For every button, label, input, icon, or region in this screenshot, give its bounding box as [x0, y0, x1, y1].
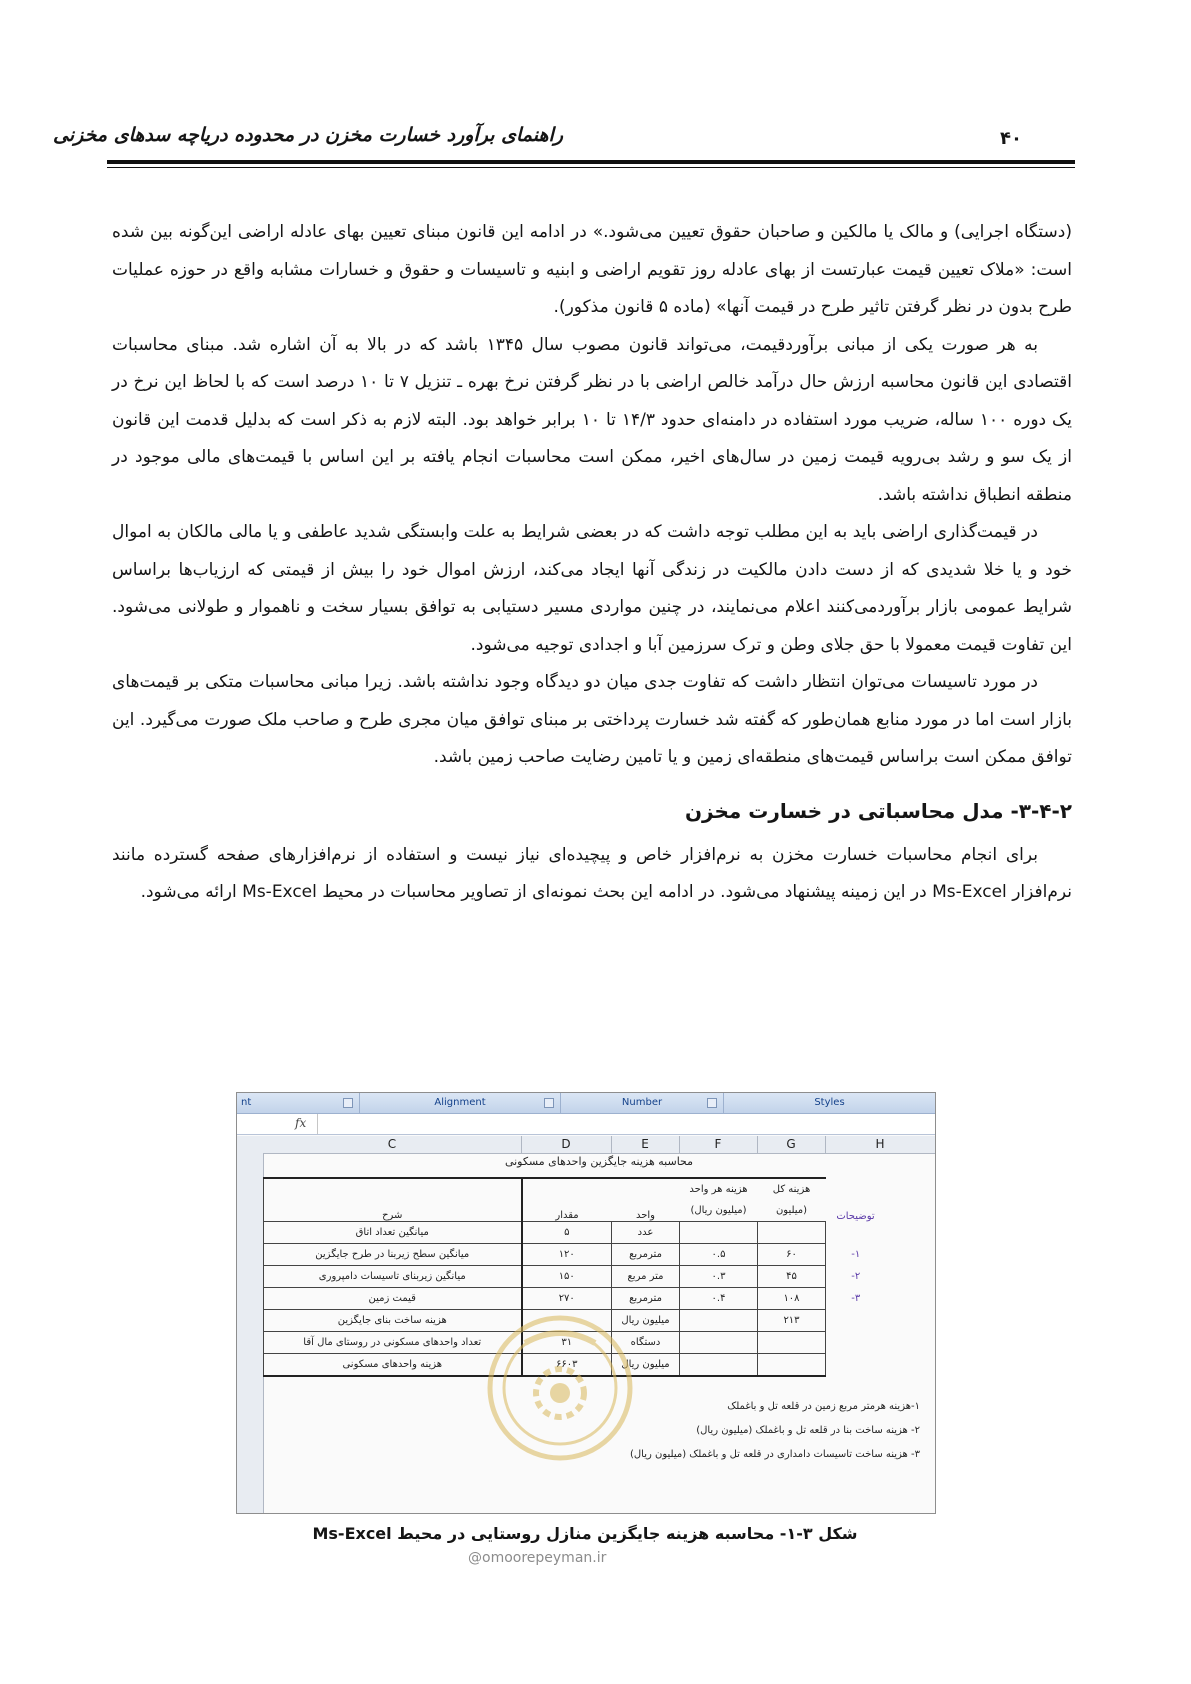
- table-row: [264, 1222, 886, 1244]
- row-unit[interactable]: عدد: [612, 1222, 680, 1244]
- ribbon-group-alignment-label: Alignment: [434, 1097, 486, 1108]
- dialog-launcher-icon[interactable]: [707, 1098, 717, 1108]
- column-header-f[interactable]: F: [679, 1136, 758, 1153]
- row-note[interactable]: [826, 1354, 886, 1377]
- header-unit[interactable]: واحد: [612, 1178, 680, 1222]
- row-note[interactable]: ۱-: [851, 1249, 861, 1260]
- row-unit[interactable]: میلیون ریال: [612, 1310, 680, 1332]
- body-text: [112, 214, 1072, 912]
- formula-bar-separator: [317, 1114, 318, 1134]
- column-header-c[interactable]: C: [263, 1136, 522, 1153]
- row-unit-cost[interactable]: [680, 1310, 758, 1332]
- header-unit-cost-line1[interactable]: هزینه هر واحد: [680, 1178, 758, 1200]
- row-note[interactable]: [826, 1310, 886, 1332]
- ribbon-group-styles[interactable]: [724, 1093, 935, 1113]
- row-unit-cost[interactable]: [680, 1332, 758, 1354]
- ribbon-group-font-label: nt: [241, 1097, 252, 1108]
- fx-icon[interactable]: fx: [295, 1116, 307, 1130]
- footnote-3[interactable]: ۳- هزینه ساخت تاسیسات دامداری در قلعه تل و باغملک (میلیون ریال): [630, 1449, 920, 1460]
- row-total-cost[interactable]: [758, 1332, 826, 1354]
- column-header-g[interactable]: G: [757, 1136, 826, 1153]
- row-total-cost[interactable]: ۶۰: [758, 1244, 826, 1266]
- footnote-1[interactable]: ۱-هزینه هرمتر مربع زمین در قلعه تل و باغملک: [727, 1401, 920, 1412]
- row-unit-cost[interactable]: [680, 1354, 758, 1377]
- row-amount[interactable]: ۶۶۰۳: [522, 1354, 612, 1377]
- sheet-table-title: محاسبه هزینه جایگزین واحدهای مسکونی: [504, 1155, 694, 1168]
- row-unit-cost[interactable]: ۰.۳: [680, 1266, 758, 1288]
- header-description[interactable]: شرح: [264, 1178, 522, 1222]
- row-unit[interactable]: متر مربع: [612, 1266, 680, 1288]
- ribbon-group-styles-label: Styles: [814, 1097, 845, 1108]
- paragraph-3: در قیمت‌گذاری اراضی باید به این مطلب توجه داشت که در بعضی شرایط به علت وابستگی شدید عاطفی و یا مالی مالکان به اموال خود و یا خلا شدیدی که از دست دادن مالکیت در زندگی آنها ایجاد می‌کند، ارزش اموال خود را بیش از قیمتی که ارزیاب‌ها براساس شرایط عمومی بازار برآوردمی‌کنند اعلام می‌نمایند، در چنین مواردی مسیر دستیابی به توافق بسیار سخت و ناهموار و طولانی می‌شود. این تفاوت قیمت معمولا با حق جلای وطن و ترک سرزمین آبا و اجدادی توجیه می‌شود.: [112, 522, 1072, 655]
- header-total-cost-line1[interactable]: هزینه کل: [758, 1178, 826, 1200]
- row-unit[interactable]: مترمربع: [612, 1288, 680, 1310]
- column-header-d[interactable]: D: [521, 1136, 612, 1153]
- row-note[interactable]: ۳-: [851, 1293, 861, 1304]
- formula-bar[interactable]: [237, 1114, 935, 1135]
- figure-caption: شکل ۳-۱- محاسبه هزینه جایگزین منازل روستایی در محیط Ms-Excel: [312, 1524, 858, 1543]
- section-paragraph: برای انجام محاسبات خسارت مخزن به نرم‌افزار خاص و پیچیده‌ای نیاز نیست و استفاده از نرم‌افزارهای صفحه گسترده مانند نرم‌افزار Ms-Excel در این زمینه پیشنهاد می‌شود. در ادامه این بحث نمونه‌ای از تصاویر محاسبات در محیط Ms-Excel ارائه می‌شود.: [112, 844, 1072, 902]
- ribbon-group-alignment[interactable]: [360, 1093, 561, 1113]
- table-row: [264, 1244, 886, 1266]
- row-description[interactable]: میانگین سطح زیربنا در طرح جایگزین: [264, 1244, 522, 1266]
- header-notes[interactable]: توضیحات: [836, 1210, 875, 1222]
- excel-ribbon: [237, 1093, 935, 1114]
- row-description[interactable]: هزینه ساخت بنای جایگزین: [264, 1310, 522, 1332]
- table-row: [264, 1288, 886, 1310]
- row-unit[interactable]: دستگاه: [612, 1332, 680, 1354]
- table-header-row: [264, 1178, 886, 1200]
- row-description[interactable]: میانگین زیربنای تاسیسات دامپروری: [264, 1266, 522, 1288]
- header-rule-thick: [107, 160, 1075, 164]
- row-total-cost[interactable]: [758, 1354, 826, 1377]
- row-note[interactable]: ۲-: [851, 1271, 861, 1282]
- row-description[interactable]: میانگین تعداد اتاق: [264, 1222, 522, 1244]
- paragraph-4: در مورد تاسیسات می‌توان انتظار داشت که تفاوت جدی میان دو دیدگاه وجود نداشته باشد. زیرا مبانی محاسبات متکی بر قیمت‌های بازار است اما در مورد منابع همان‌طور که گفته شد خسارت پرداختی بر مبنای توافق میان مجری طرح و صاحب ملک صورت می‌گیرد. این توافق ممکن است براساس قیمت‌های منطقه‌ای زمین و یا تامین رضایت صاحب زمین باشد.: [112, 672, 1072, 767]
- column-header-e[interactable]: E: [611, 1136, 680, 1153]
- row-description[interactable]: هزینه واحدهای مسکونی: [264, 1354, 522, 1377]
- row-unit-cost[interactable]: ۰.۴: [680, 1288, 758, 1310]
- row-total-cost[interactable]: ۴۵: [758, 1266, 826, 1288]
- row-total-cost[interactable]: ۱۰۸: [758, 1288, 826, 1310]
- dialog-launcher-icon[interactable]: [544, 1098, 554, 1108]
- ribbon-group-number-label: Number: [621, 1097, 663, 1108]
- row-amount[interactable]: ۳۱: [522, 1332, 612, 1354]
- column-header-strip: [263, 1136, 935, 1154]
- running-header-title: راهنمای برآورد خسارت مخزن در محدوده دریاچه سدهای مخزنی: [53, 124, 563, 146]
- row-amount[interactable]: ۲۷۰: [522, 1288, 612, 1310]
- column-header-h[interactable]: H: [875, 1137, 885, 1151]
- section-heading: ۳-۴-۲- مدل محاسباتی در خسارت مخزن: [684, 798, 1072, 823]
- header-unit-cost-line2[interactable]: (میلیون ریال): [690, 1205, 747, 1216]
- ribbon-group-font[interactable]: [237, 1093, 360, 1113]
- ribbon-group-number[interactable]: [561, 1093, 724, 1113]
- watermark-url: @omoorepeyman.ir: [468, 1550, 607, 1566]
- row-amount[interactable]: ۱۵۰: [522, 1266, 612, 1288]
- dialog-launcher-icon[interactable]: [343, 1098, 353, 1108]
- row-unit[interactable]: مترمربع: [612, 1244, 680, 1266]
- row-total-cost[interactable]: ۲۱۳: [758, 1310, 826, 1332]
- header-amount[interactable]: مقدار: [522, 1178, 612, 1222]
- row-header-strip: [237, 1136, 264, 1513]
- row-note[interactable]: [826, 1222, 886, 1244]
- row-note[interactable]: [826, 1332, 886, 1354]
- page-number: ۴۰: [1000, 128, 1022, 149]
- watermark-seal-icon: [485, 1313, 635, 1463]
- row-total-cost[interactable]: [758, 1222, 826, 1244]
- row-unit-cost[interactable]: ۰.۵: [680, 1244, 758, 1266]
- excel-screenshot-figure: [236, 1092, 936, 1514]
- row-amount[interactable]: ۵: [522, 1222, 612, 1244]
- row-description[interactable]: قیمت زمین: [264, 1288, 522, 1310]
- paragraph-2: به هر صورت یکی از مبانی برآوردقیمت، می‌تواند قانون مصوب سال ۱۳۴۵ باشد که در بالا به آن اشاره شد. مبنای محاسبات اقتصادی این قانون محاسبه ارزش حال درآمد خالص اراضی با در نظر گرفتن نرخ بهره ـ تنزیل ۷ تا ۱۰ درصد است که با لحاظ این نرخ در یک دوره ۱۰۰ ساله، ضریب مورد استفاده در دامنه‌ای حدود ۱۴/۳ تا ۱۰ برابر خواهد بود. البته لازم به ذکر است که بدلیل قدمت این قانون از یک سو و رشد بی‌رویه قیمت زمین در سال‌های اخیر، ممکن است محاسبات انجام یافته بر این اساس با قیمت‌های مالی موجود در منطقه انطباق نداشته باشد.: [112, 334, 1073, 505]
- row-unit[interactable]: میلیون ریال: [612, 1354, 680, 1377]
- row-unit-cost[interactable]: [680, 1222, 758, 1244]
- paragraph-1: (دستگاه اجرایی) و مالک یا مالکین و صاحبان حقوق تعیین می‌شود.» در ادامه این قانون مبنای تعیین بهای عادله اراضی این‌گونه بین شده است: «ملاک تعیین قیمت عبارتست از بهای عادله روز تقویم اراضی و ابنیه و تاسیسات و حقوق و خسارات مشابه واقع در حوزه عملیات طرح بدون در نظر گرفتن تاثیر طرح در قیمت آنها» (ماده ۵ قانون مذکور).: [112, 222, 1072, 317]
- row-amount[interactable]: ۱۲۰: [522, 1244, 612, 1266]
- header-total-cost-line2[interactable]: (میلیون: [775, 1205, 808, 1216]
- table-row: [264, 1266, 886, 1288]
- header-rule-thin: [107, 167, 1075, 168]
- row-description[interactable]: تعداد واحدهای مسکونی در روستای مال آقا: [264, 1332, 522, 1354]
- footnote-2[interactable]: ۲- هزینه ساخت بنا در قلعه تل و باغملک (میلیون ریال): [696, 1425, 920, 1436]
